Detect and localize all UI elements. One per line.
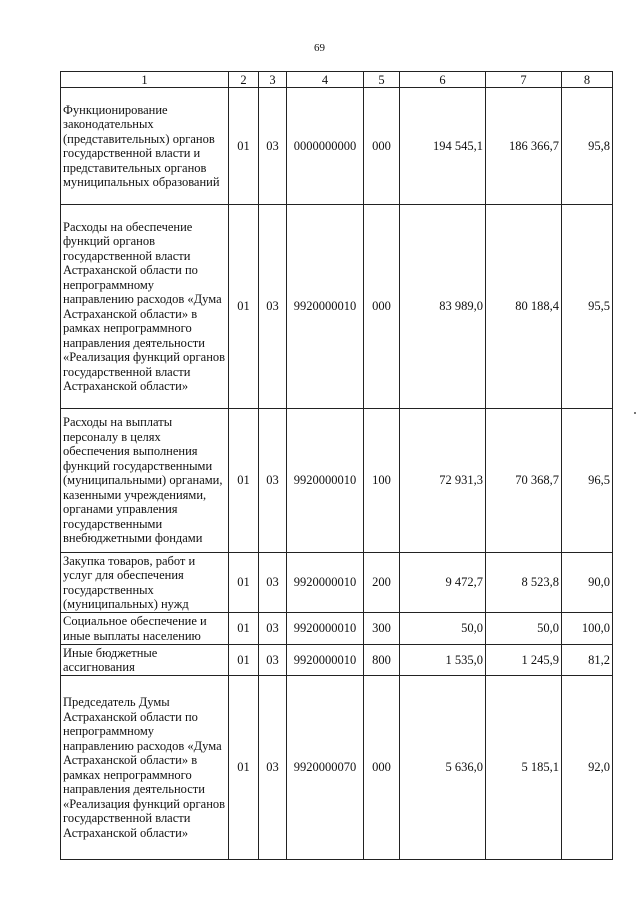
plan-amount: 9 472,7 [400,553,486,613]
header-col-2: 2 [229,72,259,88]
header-col-3: 3 [259,72,287,88]
row-name: Закупка товаров, работ и услуг для обеспечения государственных (муниципальных) нужд [61,553,229,613]
scan-speck [634,412,636,414]
actual-amount: 8 523,8 [486,553,562,613]
subsection-code: 03 [259,553,287,613]
table-row [61,205,613,409]
actual-amount: 80 188,4 [486,205,562,409]
actual-amount: 50,0 [486,613,562,645]
expense-type-code: 100 [364,409,400,553]
execution-percent: 100,0 [562,613,613,645]
row-name: Расходы на выплаты персоналу в целях обеспечения выполнения функций государственными (муниципальными) органами, казенными учреждениями, органами управления государственными внебюджетными фондами [61,409,229,553]
budget-table [60,71,613,860]
section-code: 01 [229,613,259,645]
expense-type-code: 300 [364,613,400,645]
execution-percent: 95,8 [562,88,613,205]
page-number: 69 [314,42,325,54]
plan-amount: 83 989,0 [400,205,486,409]
actual-amount: 70 368,7 [486,409,562,553]
section-code: 01 [229,409,259,553]
subsection-code: 03 [259,676,287,860]
expense-type-code: 200 [364,553,400,613]
section-code: 01 [229,676,259,860]
expense-type-code: 000 [364,88,400,205]
target-article-code: 9920000010 [287,409,364,553]
header-col-6: 6 [400,72,486,88]
table-row [61,553,613,613]
row-name: Иные бюджетные ассигнования [61,645,229,676]
expense-type-code: 000 [364,676,400,860]
table-row [61,645,613,676]
subsection-code: 03 [259,88,287,205]
execution-percent: 96,5 [562,409,613,553]
actual-amount: 186 366,7 [486,88,562,205]
table-row [61,88,613,205]
header-col-5: 5 [364,72,400,88]
plan-amount: 194 545,1 [400,88,486,205]
section-code: 01 [229,645,259,676]
row-name: Функционирование законодательных (представительных) органов государственной власти и представительных органов муниципальных образований [61,88,229,205]
header-col-8: 8 [562,72,613,88]
expense-type-code: 000 [364,205,400,409]
subsection-code: 03 [259,409,287,553]
table-row [61,676,613,860]
plan-amount: 72 931,3 [400,409,486,553]
plan-amount: 5 636,0 [400,676,486,860]
table-row [61,409,613,553]
table-row [61,613,613,645]
row-name: Расходы на обеспечение функций органов государственной власти Астраханской области по непрограммному направлению расходов «Дума Астраханской области» в рамках непрограммного направления деятельности «Реализация функций органов государственной власти Астраханской области» [61,205,229,409]
section-code: 01 [229,205,259,409]
row-name: Социальное обеспечение и иные выплаты населению [61,613,229,645]
target-article-code: 9920000010 [287,613,364,645]
actual-amount: 5 185,1 [486,676,562,860]
target-article-code: 9920000010 [287,645,364,676]
execution-percent: 81,2 [562,645,613,676]
target-article-code: 9920000070 [287,676,364,860]
header-row [61,72,613,88]
subsection-code: 03 [259,613,287,645]
header-col-7: 7 [486,72,562,88]
actual-amount: 1 245,9 [486,645,562,676]
execution-percent: 95,5 [562,205,613,409]
section-code: 01 [229,553,259,613]
execution-percent: 90,0 [562,553,613,613]
subsection-code: 03 [259,645,287,676]
header-col-4: 4 [287,72,364,88]
expense-type-code: 800 [364,645,400,676]
plan-amount: 1 535,0 [400,645,486,676]
execution-percent: 92,0 [562,676,613,860]
section-code: 01 [229,88,259,205]
subsection-code: 03 [259,205,287,409]
row-name: Председатель Думы Астраханской области по непрограммному направлению расходов «Дума Астраханской области» в рамках непрограммного направления деятельности «Реализация функций органов государственной власти Астраханской области» [61,676,229,860]
target-article-code: 0000000000 [287,88,364,205]
header-col-1: 1 [61,72,229,88]
target-article-code: 9920000010 [287,553,364,613]
plan-amount: 50,0 [400,613,486,645]
target-article-code: 9920000010 [287,205,364,409]
